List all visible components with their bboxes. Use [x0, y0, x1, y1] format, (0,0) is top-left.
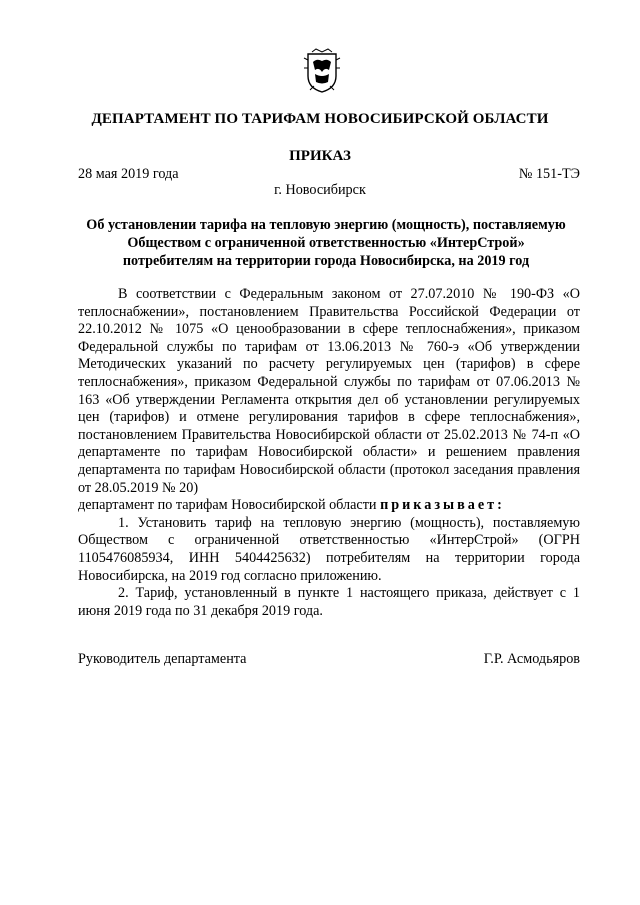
signatory-position: Руководитель департамента [78, 651, 247, 667]
orders-line [78, 497, 580, 515]
order-body [78, 286, 580, 620]
order-subject: Об установлении тарифа на тепловую энергию (мощность), поставляемую Обществом с ограниченной ответственностью «ИнтерСтрой» потребителям на территории города Новосибирска, на 2019 год [86, 217, 566, 269]
orders-word: приказывает: [380, 497, 505, 514]
order-city: г. Новосибирск [274, 182, 366, 198]
orders-prefix: департамент по тарифам Новосибирской области [78, 497, 377, 514]
document-type: ПРИКАЗ [289, 148, 351, 164]
signatory-name: Г.Р. Асмодьяров [483, 651, 580, 667]
order-date: 28 мая 2019 года [78, 166, 179, 182]
order-item-2: 2. Тариф, установленный в пункте 1 настоящего приказа, действует с 1 июня 2019 года по 31 декабря 2019 года. [78, 585, 580, 619]
order-number: № 151-ТЭ [518, 166, 580, 182]
order-item-1: 1. Установить тариф на тепловую энергию (мощность), поставляемую Обществом с ограниченной ответственностью «ИнтерСтрой» (ОГРН 1105476085934, ИНН 5404425632) потребителям на территории города Новосибирска, на 2019 год согласно приложению. [78, 514, 580, 584]
department-title: ДЕПАРТАМЕНТ ПО ТАРИФАМ НОВОСИБИРСКОЙ ОБЛАСТИ [91, 111, 549, 127]
coat-of-arms-icon [302, 48, 342, 94]
preamble-paragraph: В соответствии с Федеральным законом от 27.07.2010 № 190-ФЗ «О теплоснабжении», постановлением Правительства Российской Федерации от 22.10.2012 № 1075 «О ценообразовании в сфере теплоснабжения», приказом Федеральной службы по тарифам от 13.06.2013 № 760-э «Об утверждении Методических указаний по расчету регулируемых цен (тарифов) в сфере теплоснабжения», приказом Федеральной службы по тарифам от 07.06.2013 № 163 «Об утверждении Регламента открытия дел об установлении регулируемых цен (тарифов) и отмене регулирования тарифов в сфере теплоснабжения», постановлением Правительства Новосибирской области от 25.02.2013 № 74-п «О департаменте по тарифам Новосибирской области» и решением правления департамента по тарифам Новосибирской области (протокол заседания правления от 28.05.2019 № 20) [78, 286, 580, 496]
